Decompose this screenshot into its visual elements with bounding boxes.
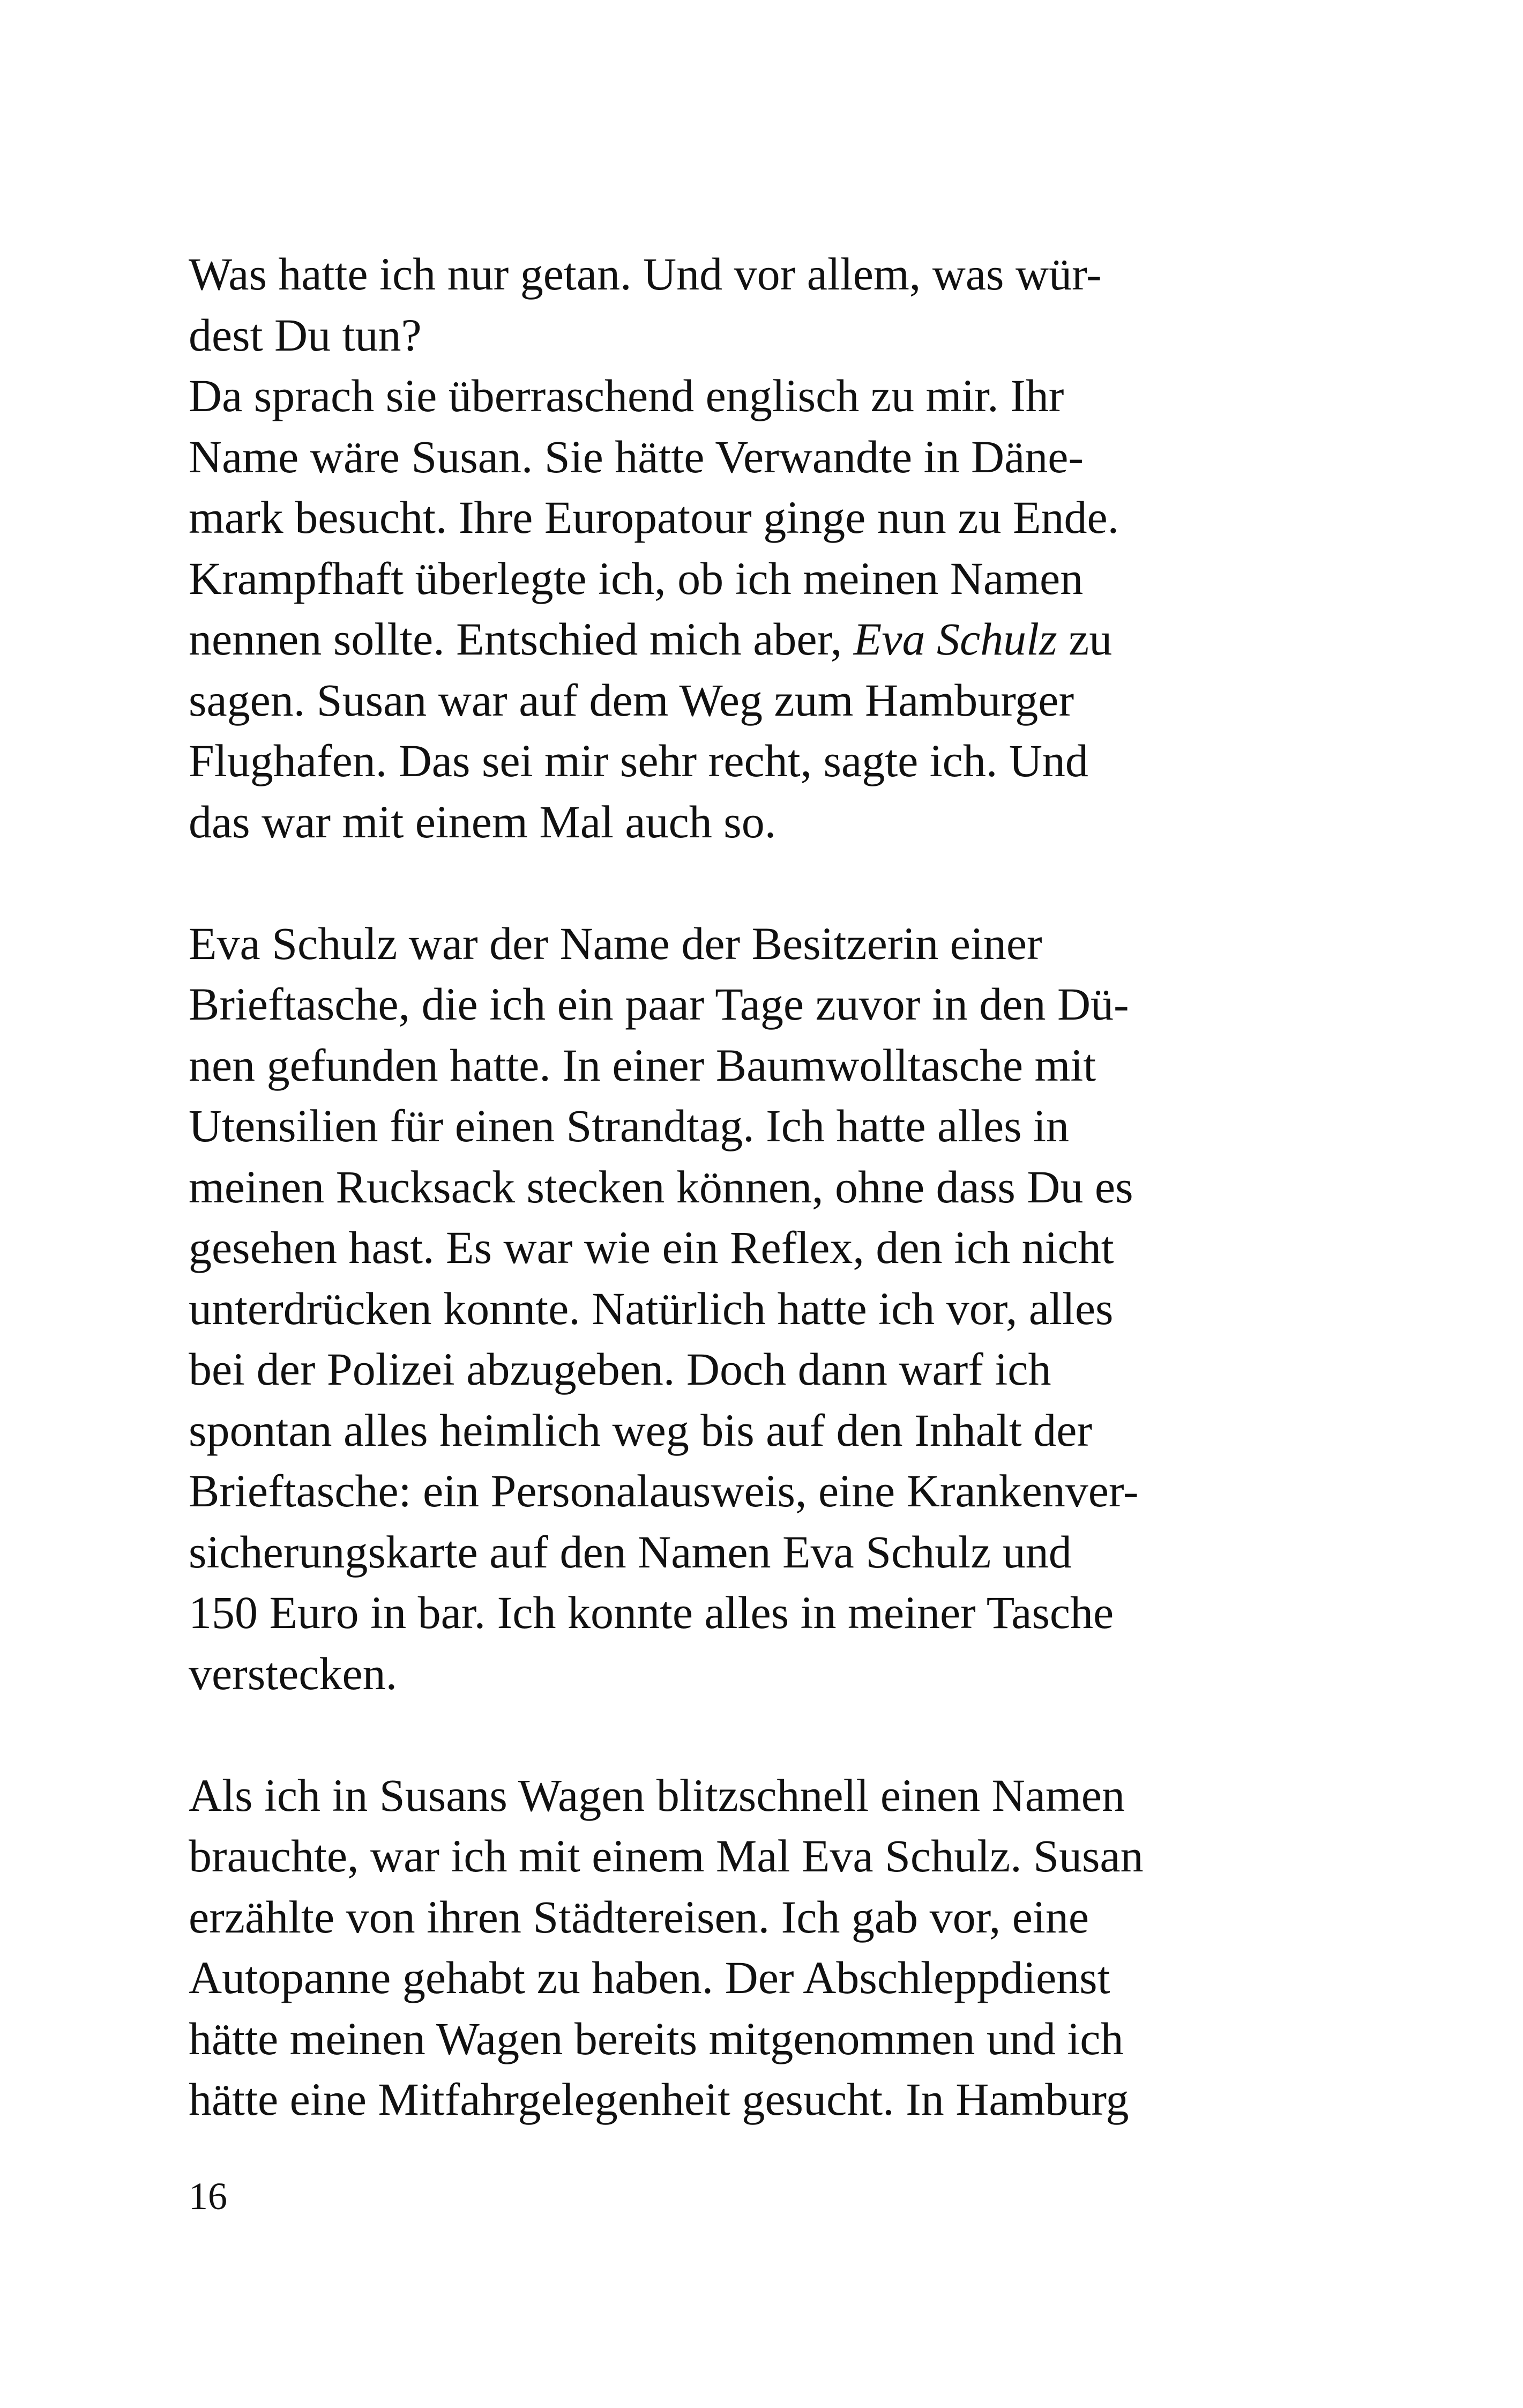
text-line: Flughafen. Das sei mir sehr recht, sagte ich. Und bbox=[189, 735, 1088, 786]
text-line: Eva Schulz war der Name der Besitzerin einer bbox=[189, 917, 1042, 969]
text-line: Was hatte ich nur getan. Und vor allem, was wür- bbox=[189, 248, 1102, 300]
italic-name: Eva Schulz bbox=[853, 613, 1057, 665]
text-segment: zu bbox=[1057, 613, 1113, 665]
text-line: erzählte von ihren Städtereisen. Ich gab vor, eine bbox=[189, 1891, 1089, 1943]
text-line: mark besucht. Ihre Europatour ginge nun zu Ende. bbox=[189, 492, 1119, 543]
text-line: hätte meinen Wagen bereits mitgenommen und ich bbox=[189, 2012, 1124, 2064]
text-line: unterdrücken konnte. Natürlich hatte ich vor, alles bbox=[189, 1282, 1114, 1334]
text-line: nen gefunden hatte. In einer Baumwolltasche mit bbox=[189, 1039, 1096, 1091]
paragraph-spacer bbox=[189, 1704, 1341, 1765]
paragraph-3 bbox=[189, 1765, 1341, 2130]
text-line: sicherungskarte auf den Namen Eva Schulz und bbox=[189, 1526, 1072, 1578]
text-line: Utensilien für einen Strandtag. Ich hatte alles in bbox=[189, 1100, 1070, 1151]
text-line: Name wäre Susan. Sie hätte Verwandte in Däne- bbox=[189, 430, 1084, 482]
text-line: Brieftasche: ein Personalausweis, eine Krankenver- bbox=[189, 1465, 1139, 1517]
text-line: Als ich in Susans Wagen blitzschnell einen Namen bbox=[189, 1769, 1125, 1821]
paragraph-1 bbox=[189, 244, 1341, 852]
text-line: sagen. Susan war auf dem Weg zum Hamburger bbox=[189, 674, 1074, 726]
text-line: gesehen hast. Es war wie ein Reflex, den ich nicht bbox=[189, 1222, 1114, 1273]
paragraph-2 bbox=[189, 913, 1341, 1705]
text-line: bei der Polizei abzugeben. Doch dann warf ich bbox=[189, 1343, 1051, 1395]
text-line: Autopanne gehabt zu haben. Der Abschleppdienst bbox=[189, 1952, 1110, 2003]
text-line: verstecken. bbox=[189, 1647, 398, 1699]
text-line: Da sprach sie überraschend englisch zu mir. Ihr bbox=[189, 370, 1064, 421]
text-line: spontan alles heimlich weg bis auf den Inhalt der bbox=[189, 1404, 1093, 1456]
text-line: 150 Euro in bar. Ich konnte alles in meiner Tasche bbox=[189, 1587, 1114, 1638]
page-number: 16 bbox=[189, 2175, 227, 2218]
text-line: Brieftasche, die ich ein paar Tage zuvor in den Dü- bbox=[189, 978, 1129, 1030]
text-line: dest Du tun? bbox=[189, 309, 422, 361]
text-line: das war mit einem Mal auch so. bbox=[189, 796, 777, 848]
text-segment: nennen sollte. Entschied mich aber, bbox=[189, 613, 854, 665]
text-line: Krampfhaft überlegte ich, ob ich meinen Namen bbox=[189, 552, 1084, 604]
text-line: brauchte, war ich mit einem Mal Eva Schulz. Susan bbox=[189, 1830, 1144, 1882]
paragraph-spacer bbox=[189, 852, 1341, 913]
text-line-with-italic bbox=[189, 609, 1341, 670]
body-text bbox=[189, 244, 1341, 2130]
text-line: meinen Rucksack stecken können, ohne dass Du es bbox=[189, 1161, 1133, 1213]
text-line: hätte eine Mitfahrgelegenheit gesucht. In Hamburg bbox=[189, 2073, 1129, 2125]
